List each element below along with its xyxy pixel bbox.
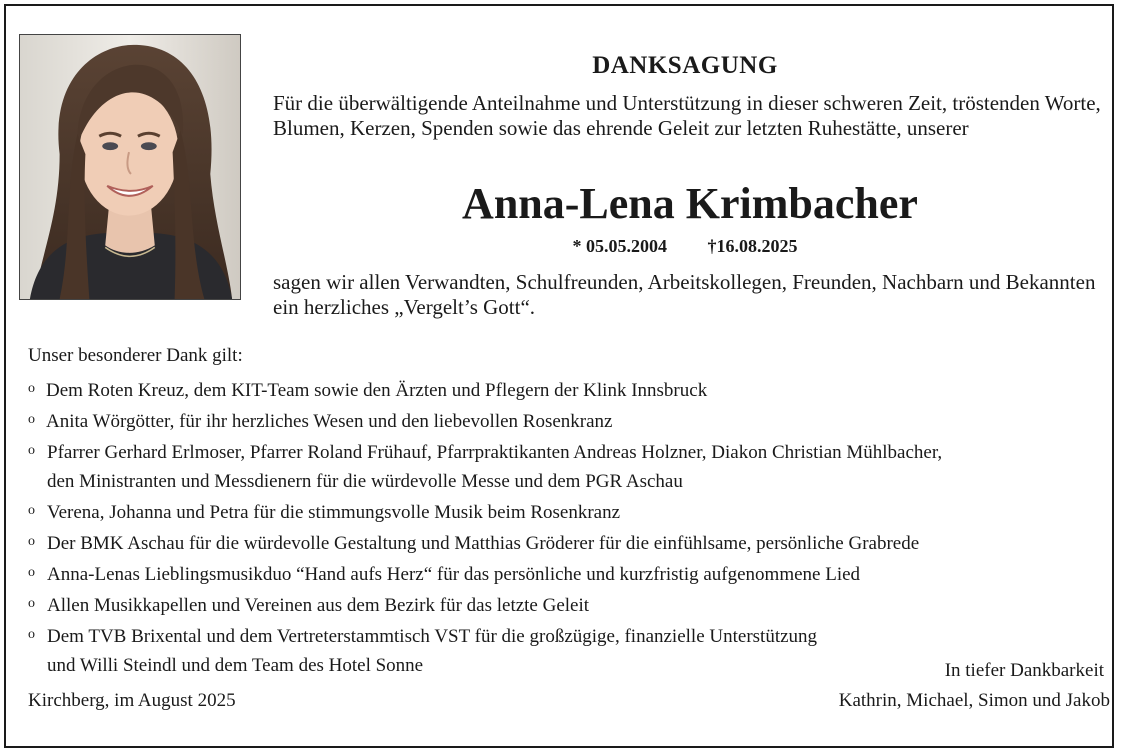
signers: Kathrin, Michael, Simon und Jakob — [838, 690, 1110, 711]
special-thanks-list — [28, 374, 1118, 680]
thanks-text: sagen wir allen Verwandten, Schulfreunden, Arbeitskollegen, Freunden, Nachbarn und Bekannten ein herzliches „Vergelt’s Gott“. — [273, 270, 1096, 319]
bullet-icon: o — [28, 534, 35, 549]
closing-phrase: In tiefer Dankbarkeit — [944, 660, 1104, 681]
death-date: †16.08.2025 — [707, 236, 798, 256]
special-thanks-heading: Unser besonderer Dank gilt: — [28, 345, 243, 366]
portrait-photo — [19, 34, 241, 300]
list-item: o Anita Wörgötter, für ihr herzliches Wesen und den liebevollen Rosenkranz — [28, 405, 1118, 436]
place-date: Kirchberg, im August 2025 — [28, 690, 236, 711]
bullet-icon: o — [28, 412, 35, 427]
list-item: o Anna-Lenas Lieblingsmusikduo “Hand aufs Herz“ für das persönliche und kurzfristig aufgenommene Lied — [28, 558, 1118, 589]
list-item: o Dem TVB Brixental und dem Vertreterstammtisch VST für die großzügige, finanzielle Unterstützung und Willi Steindl und dem Team des Hotel Sonne — [28, 620, 1118, 680]
deceased-name: Anna-Lena Krimbacher — [462, 179, 918, 228]
bullet-icon: o — [28, 381, 35, 396]
life-dates — [400, 236, 970, 257]
intro-text: Für die überwältigende Anteilnahme und Unterstützung in dieser schweren Zeit, tröstenden Worte, Blumen, Kerzen, Spenden sowie das ehrende Geleit zur letzten Ruhestätte, unserer — [273, 91, 1101, 140]
birth-date: * 05.05.2004 — [572, 236, 667, 256]
list-item: o Dem Roten Kreuz, dem KIT-Team sowie den Ärzten und Pflegern der Klink Innsbruck — [28, 374, 1118, 405]
bullet-icon: o — [28, 627, 35, 642]
notice-title: DANKSAGUNG — [592, 52, 778, 79]
list-item: o Allen Musikkapellen und Vereinen aus dem Bezirk für das letzte Geleit — [28, 589, 1118, 620]
bullet-icon: o — [28, 503, 35, 518]
list-item: o Pfarrer Gerhard Erlmoser, Pfarrer Roland Frühauf, Pfarrpraktikanten Andreas Holzner, Diakon Christian Mühlbacher, den Ministranten und Messdienern für die würdevolle Messe und dem PGR Aschau — [28, 436, 1118, 496]
list-item: o Verena, Johanna und Petra für die stimmungsvolle Musik beim Rosenkranz — [28, 496, 1118, 527]
portrait-photo-icon — [20, 35, 240, 299]
bullet-icon: o — [28, 443, 35, 458]
list-item: o Der BMK Aschau für die würdevolle Gestaltung und Matthias Gröderer für die einfühlsame, persönliche Grabrede — [28, 527, 1118, 558]
bullet-icon: o — [28, 565, 35, 580]
bullet-icon: o — [28, 596, 35, 611]
